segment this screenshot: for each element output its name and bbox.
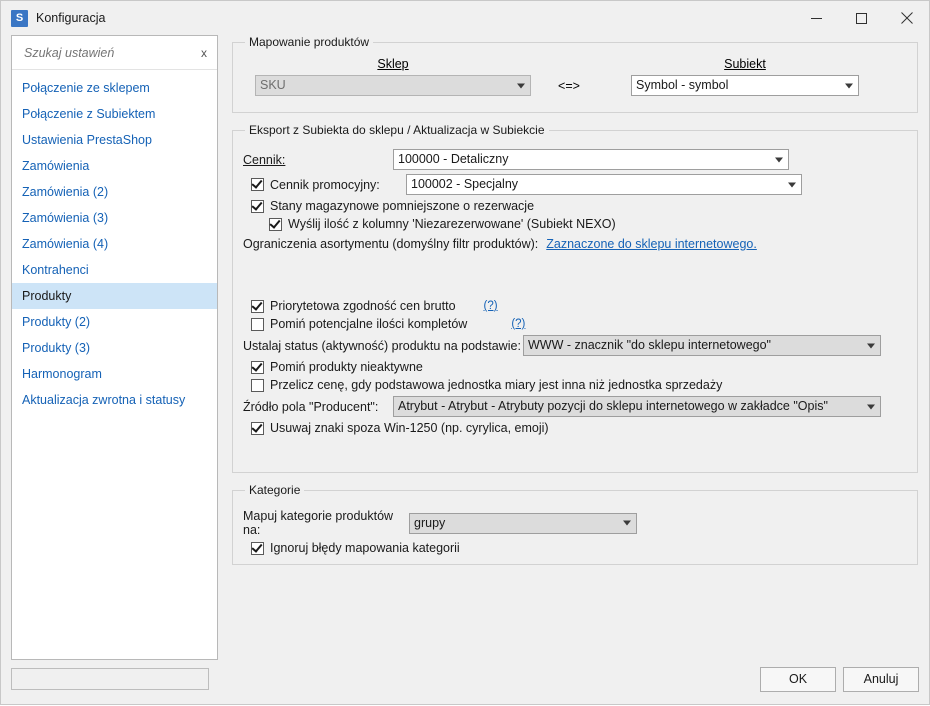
window-controls: [794, 1, 929, 35]
mapping-shop-field-select[interactable]: SKU: [255, 75, 531, 96]
gross-priority-row[interactable]: [243, 299, 907, 313]
assortment-filter-link[interactable]: Zaznaczone do sklepu internetowego.: [546, 237, 757, 251]
promo-pricelist-select[interactable]: 100002 - Specjalny: [406, 174, 802, 195]
recalc-price-label: Przelicz cenę, gdy podstawowa jednostka miary jest inna niż jednostka sprzedaży: [270, 378, 723, 392]
skip-inactive-checkbox[interactable]: [251, 361, 264, 374]
producer-source-select[interactable]: Atrybut - Atrybut - Atrybuty pozycji do sklepu internetowego w zakładce "Opis": [393, 396, 881, 417]
pricelist-label: Cennik:: [243, 152, 286, 167]
window-title: Konfiguracja: [36, 11, 106, 25]
assortment-label: Ograniczenia asortymentu (domyślny filtr produktów):: [243, 237, 539, 251]
sidebar-item-kontrahenci[interactable]: Kontrahenci: [22, 263, 89, 277]
cancel-button[interactable]: Anuluj: [843, 667, 919, 692]
skip-kits-label: Pomiń potencjalne ilości kompletów: [270, 317, 468, 331]
status-source-row: [243, 335, 907, 356]
sidebar-item-aktualizacja-zwrotna-i-statusy[interactable]: Aktualizacja zwrotna i statusy: [22, 393, 186, 407]
ignore-category-errors-checkbox[interactable]: [251, 542, 264, 555]
status-source-label: Ustalaj status (aktywność) produktu na podstawie:: [243, 338, 521, 353]
send-unreserved-row[interactable]: [243, 217, 907, 231]
stock-reserved-label: Stany magazynowe pomniejszone o rezerwacje: [270, 199, 535, 213]
producer-source-label: Źródło pola "Producent":: [243, 399, 379, 414]
pricelist-select[interactable]: 100000 - Detaliczny: [393, 149, 789, 170]
close-icon[interactable]: [884, 1, 929, 35]
stock-reserved-checkbox[interactable]: [251, 200, 264, 213]
strip-chars-label: Usuwaj znaki spoza Win-1250 (np. cyrylica, emoji): [270, 421, 549, 435]
sidebar-item-ustawienia-prestashop[interactable]: Ustawienia PrestaShop: [22, 133, 152, 147]
send-unreserved-checkbox[interactable]: [269, 218, 282, 231]
skip-kits-row[interactable]: [243, 317, 907, 331]
assortment-row: [243, 237, 907, 251]
sidebar-item-produkty[interactable]: Produkty: [12, 283, 217, 309]
sidebar-item-zamowienia[interactable]: Zamówienia: [22, 159, 90, 173]
send-unreserved-label: Wyślij ilość z kolumny 'Niezarezerwowane' (Subiekt NEXO): [288, 217, 616, 231]
product-mapping-legend: Mapowanie produktów: [249, 35, 370, 49]
sidebar-item-polaczenie-ze-sklepem[interactable]: Połączenie ze sklepem: [22, 81, 150, 95]
ignore-category-errors-label: Ignoruj błędy mapowania kategorii: [270, 541, 460, 555]
minimize-icon[interactable]: [794, 1, 839, 35]
sidebar-item-produkty-2[interactable]: Produkty (2): [22, 315, 91, 329]
mapping-shop-header: Sklep: [377, 57, 409, 71]
gross-priority-checkbox[interactable]: [251, 300, 264, 313]
recalc-price-checkbox[interactable]: [251, 379, 264, 392]
skip-kits-checkbox[interactable]: [251, 318, 264, 331]
export-legend: Eksport z Subiekta do sklepu / Aktualizacja w Subiekcie: [249, 123, 545, 137]
pricelist-row: [243, 149, 907, 170]
skip-kits-help-icon[interactable]: (?): [511, 318, 526, 330]
mapping-subiekt-header: Subiekt: [724, 57, 766, 71]
mapping-operator: <=>: [558, 78, 580, 93]
search-row: [12, 36, 217, 70]
ok-button[interactable]: OK: [760, 667, 836, 692]
mapping-headers: [243, 57, 907, 71]
settings-panel-produkty: [232, 35, 918, 660]
categories-group: [232, 483, 918, 565]
app-icon: S: [11, 10, 28, 27]
promo-pricelist-label: Cennik promocyjny:: [270, 177, 380, 192]
settings-sidebar: [11, 35, 218, 660]
dialog-body: [1, 35, 929, 660]
status-field: [11, 668, 209, 690]
category-map-select[interactable]: grupy: [409, 513, 637, 534]
strip-chars-row[interactable]: [243, 421, 907, 435]
sidebar-item-harmonogram[interactable]: Harmonogram: [22, 367, 102, 381]
search-input[interactable]: [22, 45, 201, 61]
export-group: [232, 123, 918, 473]
sidebar-item-polaczenie-z-subiektem[interactable]: Połączenie z Subiektem: [22, 107, 156, 121]
sidebar-nav: [12, 70, 217, 413]
categories-legend: Kategorie: [249, 483, 301, 497]
sidebar-item-zamowienia-2[interactable]: Zamówienia (2): [22, 185, 109, 199]
skip-inactive-label: Pomiń produkty nieaktywne: [270, 360, 423, 374]
category-map-label: Mapuj kategorie produktów na:: [243, 509, 394, 537]
gross-priority-label: Priorytetowa zgodność cen brutto: [270, 299, 456, 313]
product-mapping-group: [232, 35, 918, 113]
sidebar-item-zamowienia-4[interactable]: Zamówienia (4): [22, 237, 109, 251]
stock-reserved-row[interactable]: [243, 199, 907, 213]
recalc-price-row[interactable]: [243, 378, 907, 392]
promo-pricelist-checkbox[interactable]: [251, 178, 264, 191]
title-bar: [1, 1, 929, 35]
dialog-footer: [1, 660, 929, 706]
promo-pricelist-row: [243, 174, 907, 195]
gross-priority-help-icon[interactable]: (?): [483, 300, 498, 312]
producer-source-row: [243, 396, 907, 417]
mapping-selectors: [243, 75, 907, 96]
sidebar-item-zamowienia-3[interactable]: Zamówienia (3): [22, 211, 109, 225]
status-source-select[interactable]: WWW - znacznik "do sklepu internetowego": [523, 335, 881, 356]
category-map-row: [243, 509, 907, 537]
ignore-category-errors-row[interactable]: [243, 541, 907, 555]
skip-inactive-row[interactable]: [243, 360, 907, 374]
maximize-icon[interactable]: [839, 1, 884, 35]
strip-chars-checkbox[interactable]: [251, 422, 264, 435]
sidebar-item-produkty-3[interactable]: Produkty (3): [22, 341, 91, 355]
mapping-subiekt-field-select[interactable]: Symbol - symbol: [631, 75, 859, 96]
clear-search-icon[interactable]: x: [201, 45, 207, 60]
